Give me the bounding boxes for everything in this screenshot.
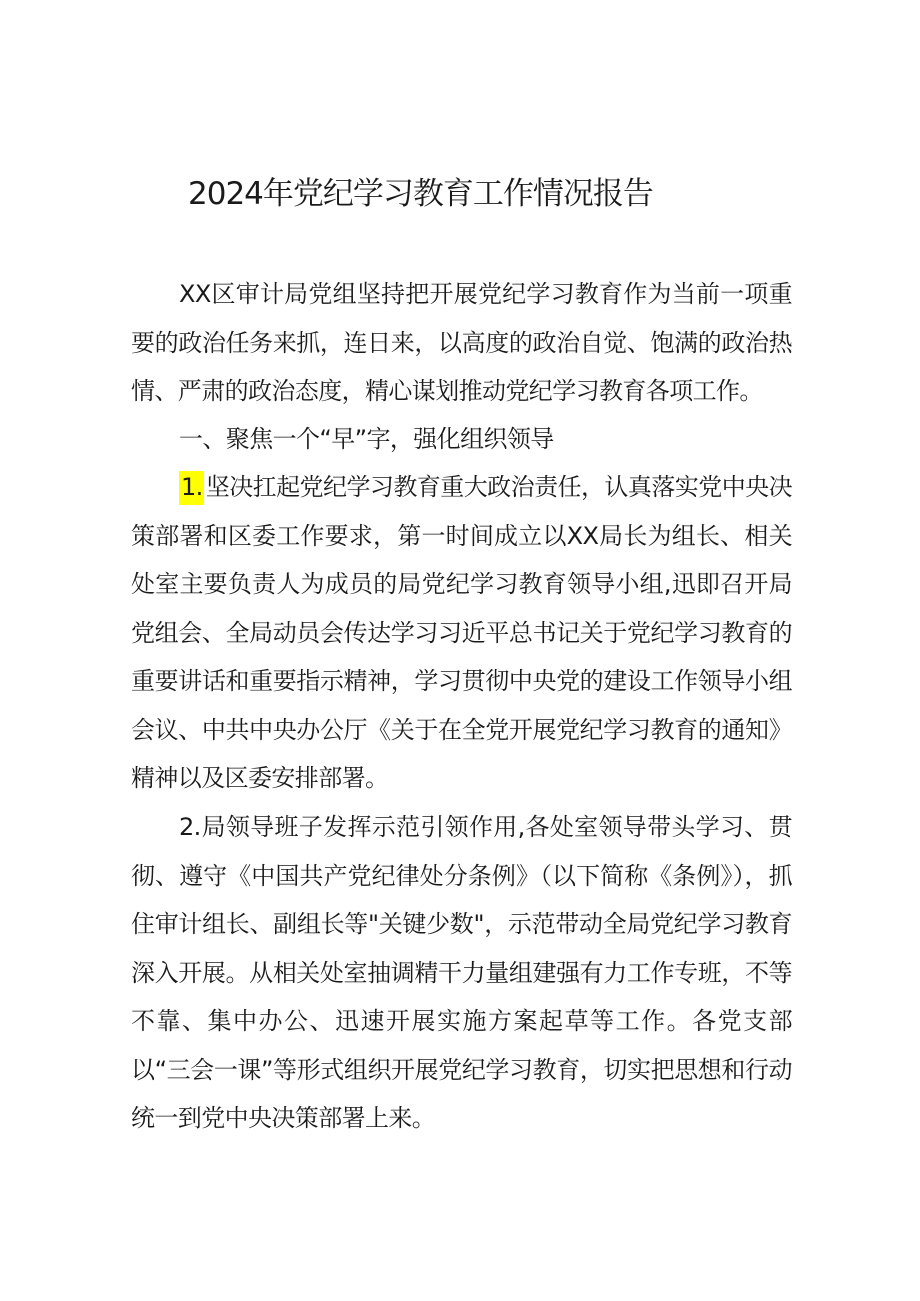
section-one-heading: 一、聚焦一个“早”字，强化组织领导 xyxy=(179,425,554,453)
item-two-paragraph: 2.局领导班子发挥示范引领作用,各处室领导带头学习、贯彻、遵守《中国共产党纪律处分条例》（以下简称《条例》），抓住审计组长、副组长等"关键少数"，示范带动全局党纪学习教育深入开展。从相关处室抽调精干力量组建强有力工作专班，不等不靠、集中办公、迅速开展实施方案起草等工作。各党支部以“三会一课”等形式组织开展党纪学习教育，切实把思想和行动统一到党中央决策部署上来。 xyxy=(131,813,792,1132)
intro-paragraph: XX区审计局党组坚持把开展党纪学习教育作为当前一项重要的政治任务来抓，连日来，以高度的政治自觉、饱满的政治热情、严肃的政治态度，精心谋划推动党纪学习教育各项工作。 xyxy=(131,280,792,405)
item-one-number-highlight: 1. xyxy=(179,471,204,505)
item-one-text: 坚决扛起党纪学习教育重大政治责任，认真落实党中央决策部署和区委工作要求，第一时间成立以XX局长为组长、相关处室主要负责人为成员的局党纪学习教育领导小组,迅即召开局党组会、全局动员会传达学习习近平总书记关于党纪学习教育的重要讲话和重要指示精神，学习贯彻中央党的建设工作领导小组会议、中共中央办公厅《关于在全党开展党纪学习教育的通知》精神以及区委安排部署。 xyxy=(131,473,792,792)
document-title: 2024年党纪学习教育工作情况报告 xyxy=(188,176,653,212)
item-one-paragraph xyxy=(131,463,792,803)
